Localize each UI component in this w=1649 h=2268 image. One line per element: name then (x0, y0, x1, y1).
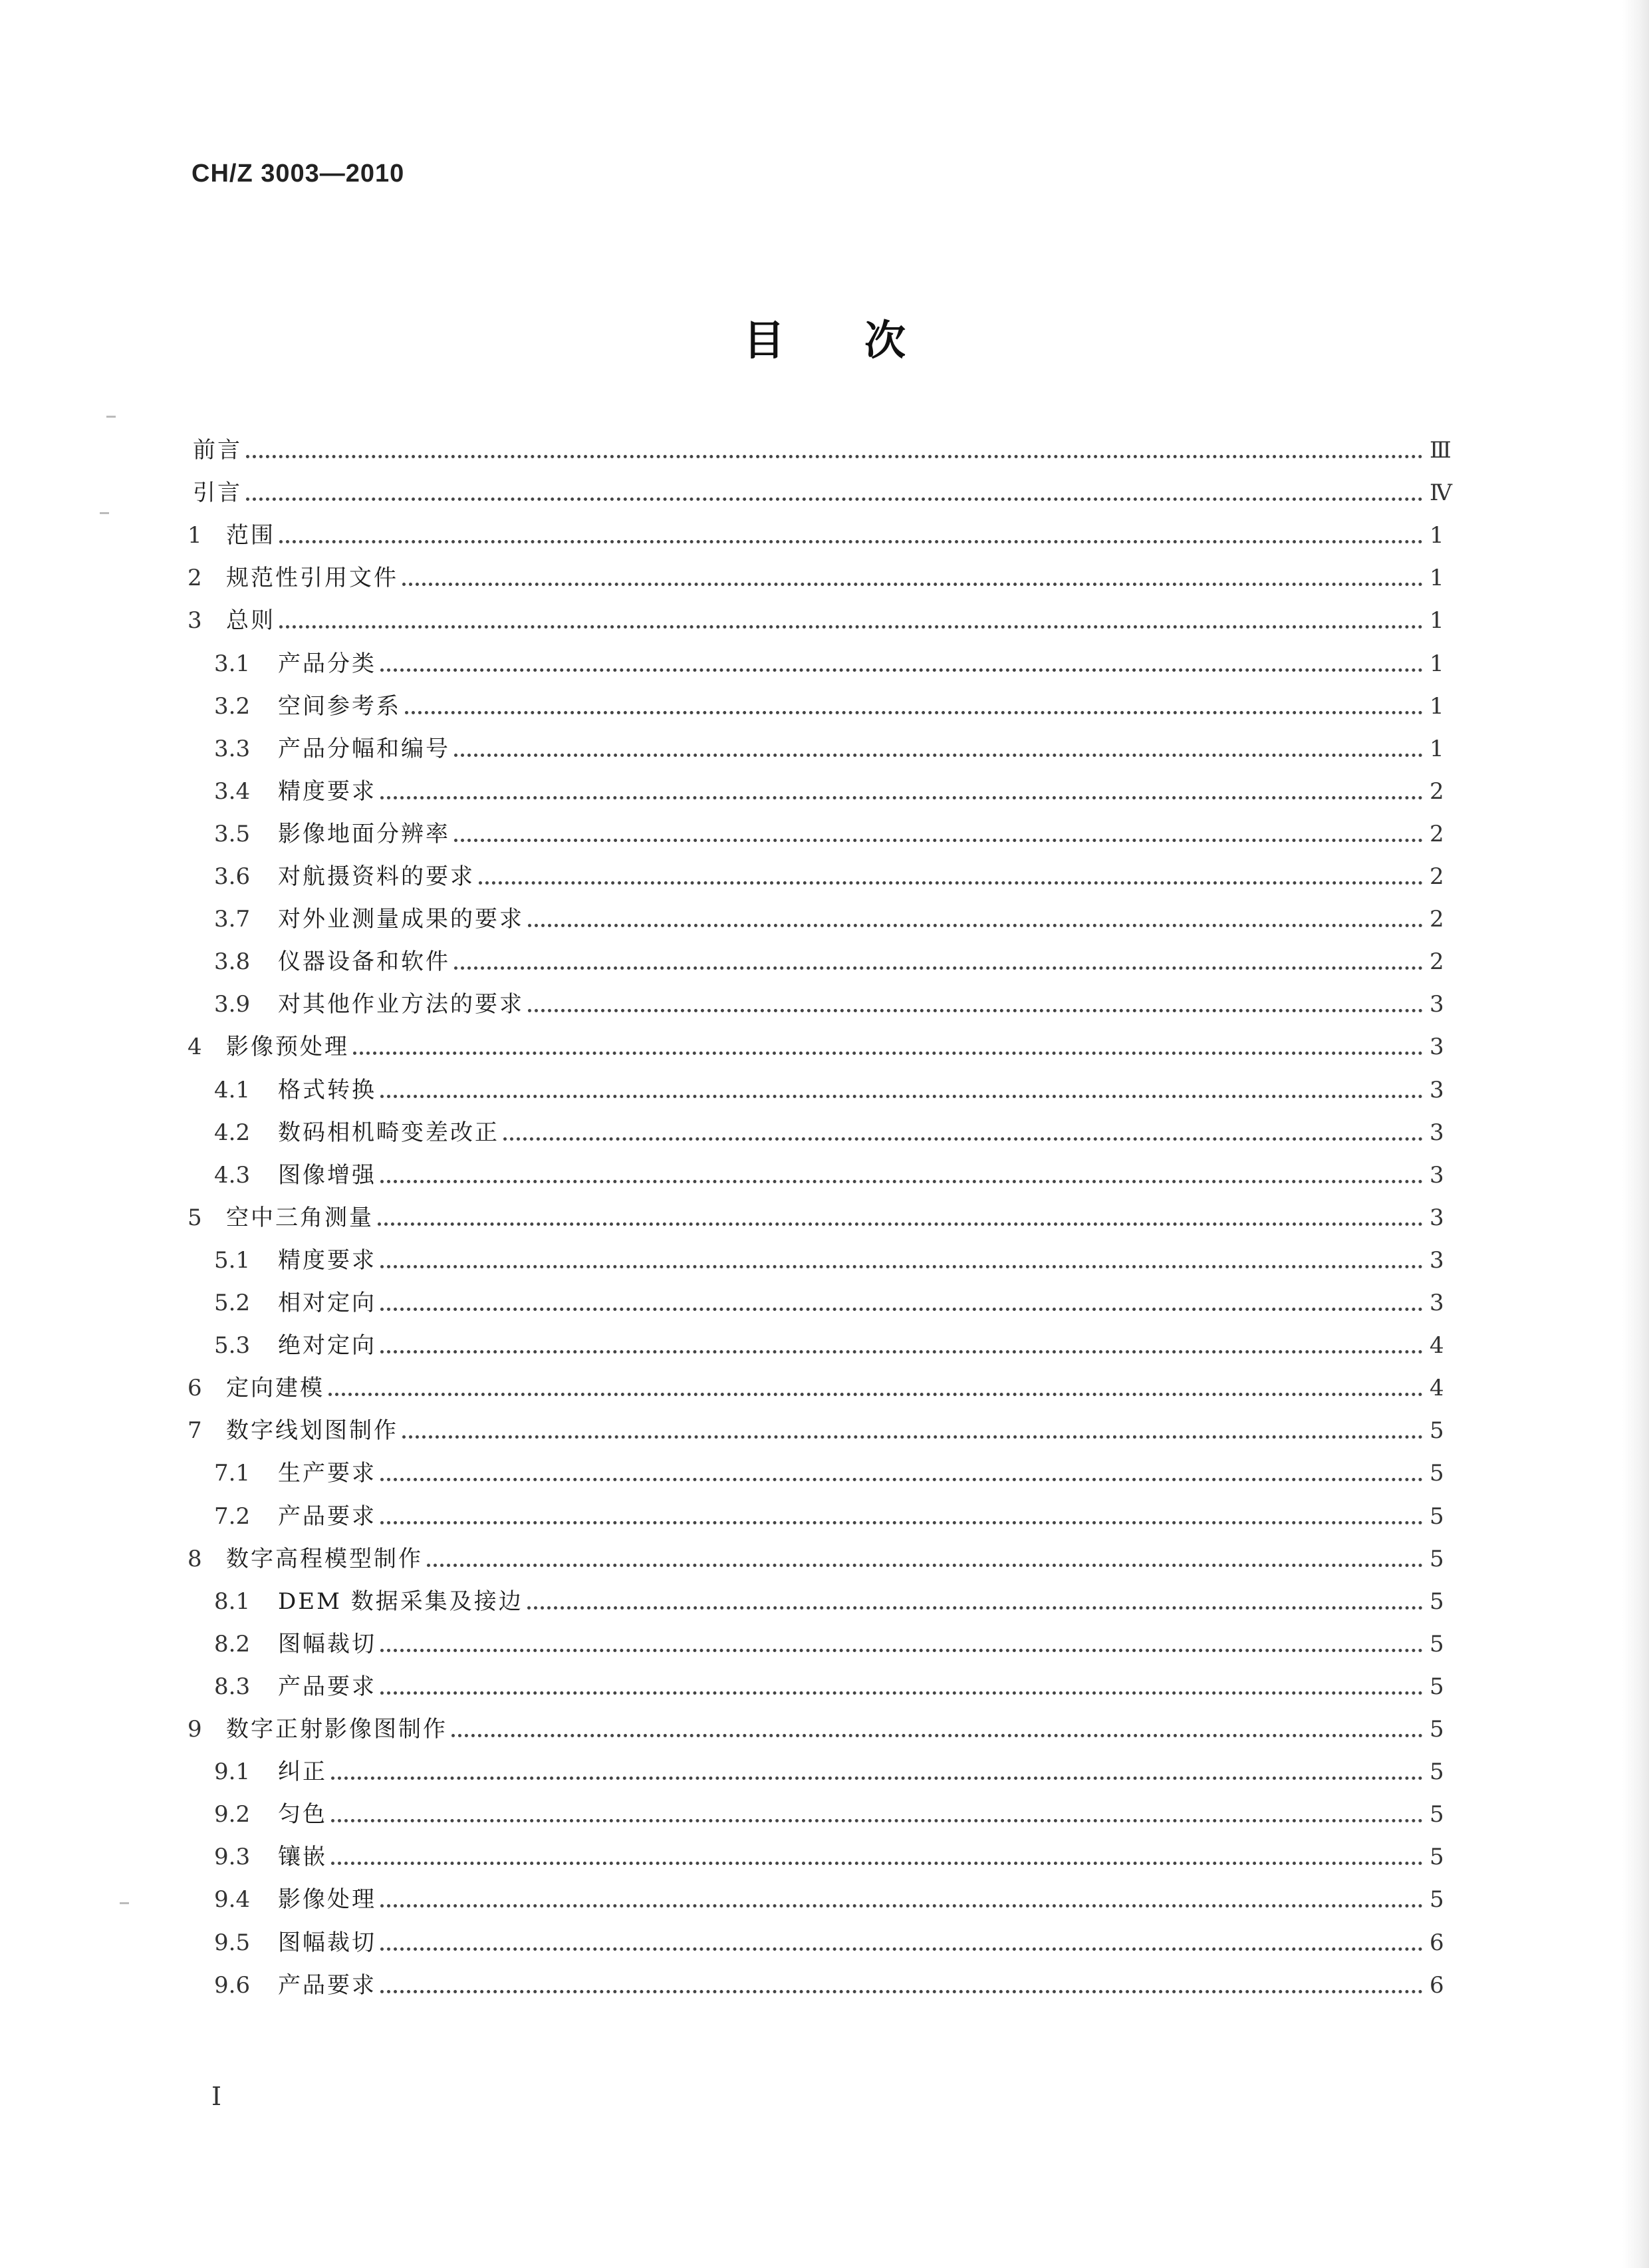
toc-entry-page: 5 (1430, 1630, 1444, 1657)
toc-entry-number: 3.9 (214, 991, 251, 1018)
toc-entry-page: 5 (1430, 1886, 1444, 1914)
toc-entry-page: 3 (1430, 1290, 1444, 1316)
toc-entry-page: 2 (1430, 863, 1444, 890)
toc-entry-label: 精度要求 (278, 778, 376, 805)
toc-entry (188, 1708, 1456, 1743)
toc-entry-label: 空中三角测量 (226, 1204, 374, 1231)
toc-entry-label: 空间参考系 (278, 692, 401, 720)
dot-leader (328, 1393, 1423, 1396)
dot-leader (378, 1222, 1423, 1226)
toc-entry-label: 绝对定向 (278, 1332, 376, 1359)
toc-entry-label: 精度要求 (278, 1246, 376, 1274)
toc-entry (214, 983, 1456, 1018)
dot-leader (279, 625, 1423, 629)
page-title: 目次 (743, 316, 985, 364)
toc-entry-number: 3.5 (214, 820, 251, 847)
dot-leader (380, 1904, 1423, 1908)
dot-leader (479, 881, 1423, 885)
toc-entry-number: 4.3 (214, 1161, 251, 1189)
toc-entry-number: 8.3 (214, 1673, 251, 1700)
page-number: I (211, 2082, 222, 2111)
toc-entry-page: 3 (1430, 1204, 1444, 1231)
toc-entry-label: 定向建模 (226, 1375, 324, 1402)
scan-speck (106, 416, 116, 418)
dot-leader (454, 966, 1423, 970)
dot-leader (503, 1137, 1423, 1141)
dot-leader (331, 1862, 1423, 1865)
toc-entry-label: 仪器设备和软件 (278, 948, 450, 976)
toc-entry-page: 5 (1430, 1801, 1444, 1828)
toc-entry-page: 1 (1430, 607, 1444, 635)
dot-leader (380, 1350, 1423, 1353)
toc-entry (214, 1452, 1456, 1487)
toc-entry (214, 642, 1456, 677)
toc-entry (214, 1964, 1456, 1999)
toc-entry-page: 5 (1430, 1673, 1444, 1700)
toc-entry-number: 9.4 (214, 1886, 251, 1914)
toc-entry-number: 9.2 (214, 1801, 251, 1828)
toc-entry (214, 1239, 1456, 1274)
toc-entry-page: 5 (1430, 1759, 1444, 1786)
toc-entry-label: 对外业测量成果的要求 (278, 906, 524, 933)
dot-leader (380, 1265, 1423, 1268)
toc-entry (188, 1367, 1456, 1401)
toc-entry-number: 5.3 (214, 1332, 251, 1359)
dot-leader (402, 583, 1423, 586)
toc-entry (188, 1538, 1456, 1572)
dot-leader (527, 1606, 1423, 1610)
toc-entry-number: 8 (188, 1545, 202, 1572)
dot-leader (380, 1308, 1423, 1311)
toc-entry-page: 1 (1430, 565, 1444, 592)
toc-entry-number: 3.3 (214, 735, 251, 762)
toc-entry (214, 1665, 1456, 1700)
toc-entry-label: 数字线划图制作 (226, 1417, 398, 1445)
dot-leader (451, 1734, 1423, 1737)
dot-leader (353, 1052, 1423, 1055)
toc-entry-label: 匀色 (278, 1801, 327, 1828)
toc-entry (214, 1921, 1456, 1956)
toc-entry-number: 3.2 (214, 692, 251, 720)
toc-entry-page: 5 (1430, 1716, 1444, 1743)
toc-entry-label: 产品要求 (278, 1502, 376, 1530)
toc-entry-page: 5 (1430, 1588, 1444, 1615)
toc-entry-label: 产品分幅和编号 (278, 735, 450, 762)
toc-entry-page: 6 (1430, 1929, 1444, 1956)
dot-leader (380, 1947, 1423, 1951)
dot-leader (331, 1819, 1423, 1822)
scan-speck (100, 512, 109, 514)
toc-entry (214, 898, 1456, 932)
toc-entry-number: 6 (188, 1375, 202, 1402)
toc-entry-label: 相对定向 (278, 1290, 376, 1316)
toc-entry (214, 1324, 1456, 1359)
toc-entry-number: 9 (188, 1716, 202, 1743)
toc-entry (193, 472, 1456, 506)
toc-entry-number: 3.7 (214, 906, 251, 933)
toc-entry-page: 3 (1430, 1246, 1444, 1274)
dot-leader (279, 540, 1423, 543)
toc-entry-page: Ⅳ (1430, 480, 1452, 507)
toc-entry-page: 5 (1430, 1844, 1444, 1871)
dot-leader (454, 839, 1423, 842)
toc-entry-label: 图像增强 (278, 1161, 376, 1189)
toc-entry (214, 1154, 1456, 1189)
toc-entry-label: 数码相机畸变差改正 (278, 1119, 499, 1146)
toc-entry (214, 728, 1456, 762)
toc-entry-page: Ⅲ (1430, 437, 1452, 464)
toc-entry (214, 1623, 1456, 1657)
toc-entry-label: 格式转换 (278, 1076, 376, 1103)
toc-entry (214, 685, 1456, 720)
toc-entry-number: 2 (188, 565, 202, 592)
toc-entry-label: DEM 数据采集及接边 (278, 1588, 523, 1615)
toc-entry-number: 7.1 (214, 1460, 251, 1487)
toc-entry-page: 3 (1430, 1034, 1444, 1061)
toc-entry-number: 3.8 (214, 948, 251, 976)
toc-entry-number: 8.1 (214, 1588, 251, 1615)
toc-entry-number: 7.2 (214, 1502, 251, 1530)
toc-entry-label: 产品要求 (278, 1673, 376, 1700)
toc-entry-page: 3 (1430, 991, 1444, 1018)
toc-entry-number: 4.2 (214, 1119, 251, 1146)
toc-entry (214, 770, 1456, 805)
scan-edge (1622, 0, 1649, 2268)
dot-leader (380, 1691, 1423, 1695)
toc-entry (214, 1580, 1456, 1615)
toc-entry-label: 影像地面分辨率 (278, 820, 450, 847)
toc-entry (214, 1069, 1456, 1103)
toc-entry-page: 3 (1430, 1119, 1444, 1146)
toc-entry-number: 9.1 (214, 1759, 251, 1786)
toc-entry-number: 1 (188, 522, 202, 549)
toc-entry-label: 图幅裁切 (278, 1630, 376, 1657)
toc-entry-number: 5.2 (214, 1290, 251, 1316)
dot-leader (427, 1564, 1423, 1567)
toc-entry-number: 3.6 (214, 863, 251, 890)
toc-entry-number: 9.6 (214, 1971, 251, 1999)
dot-leader (528, 1009, 1423, 1012)
toc-entry-page: 5 (1430, 1460, 1444, 1487)
toc-entry (214, 855, 1456, 890)
toc-entry-number: 7 (188, 1417, 202, 1445)
toc-entry-page: 2 (1430, 906, 1444, 933)
toc-entry-label: 规范性引用文件 (226, 565, 398, 592)
dot-leader (405, 711, 1423, 714)
toc-entry-label: 对航摄资料的要求 (278, 863, 475, 890)
dot-leader (380, 1990, 1423, 1993)
standard-number: CH/Z 3003—2010 (191, 160, 405, 188)
dot-leader (454, 754, 1423, 757)
toc-entry-label: 前言 (193, 437, 242, 464)
toc-entry-label: 数字正射影像图制作 (226, 1716, 447, 1743)
toc-entry (214, 1751, 1456, 1785)
toc-entry-label: 对其他作业方法的要求 (278, 991, 524, 1018)
dot-leader (380, 1478, 1423, 1481)
toc-entry-page: 3 (1430, 1161, 1444, 1189)
toc-entry-page: 5 (1430, 1545, 1444, 1572)
toc-entry-page: 4 (1430, 1332, 1444, 1359)
toc-entry-page: 5 (1430, 1502, 1444, 1530)
toc-entry-page: 1 (1430, 735, 1444, 762)
toc-entry (214, 1495, 1456, 1530)
toc-entry (214, 1878, 1456, 1913)
toc-entry-number: 8.2 (214, 1630, 251, 1657)
toc-entry (214, 1836, 1456, 1870)
toc-entry-number: 3 (188, 607, 202, 635)
toc-entry-number: 9.5 (214, 1929, 251, 1956)
toc-entry-page: 2 (1430, 778, 1444, 805)
dot-leader (246, 455, 1423, 458)
toc-entry-label: 镶嵌 (278, 1844, 327, 1871)
toc-entry (188, 1409, 1456, 1444)
dot-leader (380, 1095, 1423, 1098)
dot-leader (402, 1435, 1423, 1439)
toc-entry-number: 4 (188, 1034, 202, 1061)
toc-entry-page: 3 (1430, 1076, 1444, 1103)
toc-entry (214, 1111, 1456, 1146)
dot-leader (380, 1649, 1423, 1652)
toc-entry-page: 1 (1430, 650, 1444, 677)
toc-entry-label: 产品分类 (278, 650, 376, 677)
toc-entry-page: 5 (1430, 1417, 1444, 1445)
toc-entry-label: 纠正 (278, 1759, 327, 1786)
toc-entry-label: 数字高程模型制作 (226, 1545, 423, 1572)
toc-entry (188, 557, 1456, 591)
toc-entry (214, 813, 1456, 847)
dot-leader (246, 497, 1423, 501)
toc-entry-label: 影像处理 (278, 1886, 376, 1914)
toc-entry-label: 产品要求 (278, 1971, 376, 1999)
toc-entry (188, 1197, 1456, 1231)
toc-entry (214, 1282, 1456, 1316)
dot-leader (380, 1521, 1423, 1524)
toc-entry (188, 1026, 1456, 1060)
toc-entry-page: 1 (1430, 522, 1444, 549)
dot-leader (528, 924, 1423, 927)
toc-entry-number: 5 (188, 1204, 202, 1231)
toc-entry-page: 6 (1430, 1971, 1444, 1999)
toc-entry-page: 2 (1430, 948, 1444, 976)
toc-entry-label: 总则 (226, 607, 275, 635)
toc-entry-number: 5.1 (214, 1246, 251, 1274)
dot-leader (380, 668, 1423, 672)
toc-entry (214, 1793, 1456, 1828)
dot-leader (331, 1776, 1423, 1780)
toc-entry-number: 4.1 (214, 1076, 251, 1103)
toc-entry-number: 3.1 (214, 650, 251, 677)
toc-entry-label: 范围 (226, 522, 275, 549)
toc-entry-page: 2 (1430, 820, 1444, 847)
toc-entry (188, 514, 1456, 549)
toc-entry (193, 429, 1456, 464)
dot-leader (380, 796, 1423, 799)
dot-leader (380, 1180, 1423, 1183)
toc-entry-label: 图幅裁切 (278, 1929, 376, 1956)
toc-entry-number: 9.3 (214, 1844, 251, 1871)
toc-entry-label: 影像预处理 (226, 1034, 349, 1061)
toc-entry-label: 引言 (193, 480, 242, 507)
toc-entry-number: 3.4 (214, 778, 251, 805)
toc-entry-label: 生产要求 (278, 1460, 376, 1487)
toc-entry-page: 1 (1430, 692, 1444, 720)
toc-entry (188, 599, 1456, 634)
toc-entry-page: 4 (1430, 1375, 1444, 1402)
toc-entry (214, 940, 1456, 975)
scan-speck (120, 1902, 129, 1904)
